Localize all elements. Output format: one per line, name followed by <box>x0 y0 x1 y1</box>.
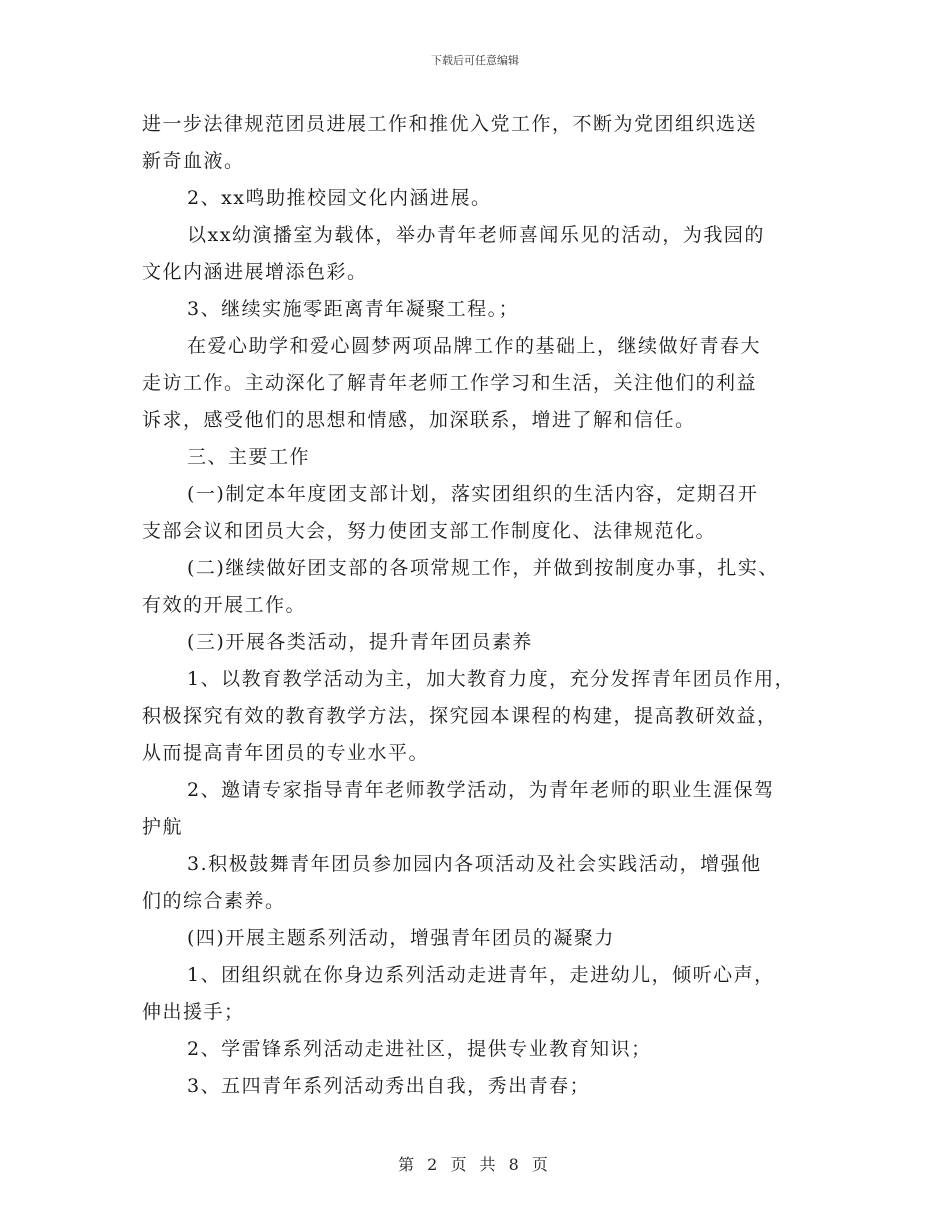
text-line: 文化内涵进展增添色彩。 <box>142 261 368 283</box>
text-line: 2、邀请专家指导青年老师教学活动，为青年老师的职业生涯保驾 <box>187 779 775 801</box>
page-number-footer: 第 2 页 共 8 页 <box>398 1155 552 1174</box>
text-line: 诉求，感受他们的思想和情感，加深联系，增进了解和信任。 <box>142 409 696 431</box>
text-line: (二)继续做好团支部的各项常规工作，并做到按制度办事，扎实、 <box>187 557 779 579</box>
text-line: 们的综合素养。 <box>142 890 286 912</box>
text-line: 从而提高青年团员的专业水平。 <box>142 742 430 764</box>
text-line: 走访工作。主动深化了解青年老师工作学习和生活，关注他们的利益 <box>142 372 758 394</box>
text-line: 进一步法律规范团员进展工作和推优入党工作，不断为党团组织选送 <box>142 113 758 135</box>
text-line: 支部会议和团员大会，努力使团支部工作制度化、法律规范化。 <box>142 520 717 542</box>
text-line: 3、五四青年系列活动秀出自我，秀出青春； <box>187 1075 591 1097</box>
text-line: 有效的开展工作。 <box>142 594 307 616</box>
text-line: 2、xx鸣助推校园文化内涵进展。 <box>187 187 492 209</box>
text-line: 以xx幼演播室为载体，举办青年老师喜闻乐见的活动，为我园的 <box>187 224 765 246</box>
text-line: 1、以教育教学活动为主，加大教育力度，充分发挥青年团员作用， <box>187 668 796 690</box>
page-header: 下载后可任意编辑 <box>431 54 519 67</box>
text-line: 伸出援手； <box>142 1001 245 1023</box>
text-line: 新奇血液。 <box>142 150 245 172</box>
text-line: 三、主要工作 <box>187 446 311 468</box>
text-line: 1、团组织就在你身边系列活动走进青年，走进幼儿，倾听心声， <box>187 964 775 986</box>
text-line: 2、学雷锋系列活动走进社区，提供专业教育知识； <box>187 1038 652 1060</box>
text-line: 护航 <box>142 816 184 838</box>
text-line: (四)开展主题系列活动，增强青年团员的凝聚力 <box>187 927 615 949</box>
document-body <box>142 106 822 1105</box>
text-line: 在爱心助学和爱心圆梦两项品牌工作的基础上，继续做好青春大 <box>187 335 762 357</box>
text-line: 3、继续实施零距离青年凝聚工程。； <box>187 298 520 320</box>
text-line: (一)制定本年度团支部计划，落实团组织的生活内容，定期召开 <box>187 483 759 505</box>
text-line: 3.积极鼓舞青年团员参加园内各项活动及社会实践活动，增强他 <box>187 853 762 875</box>
text-line: 积极探究有效的教育教学方法，探究园本课程的构建，提高教研效益， <box>142 705 778 727</box>
text-line: (三)开展各类活动，提升青年团员素养 <box>187 631 533 653</box>
